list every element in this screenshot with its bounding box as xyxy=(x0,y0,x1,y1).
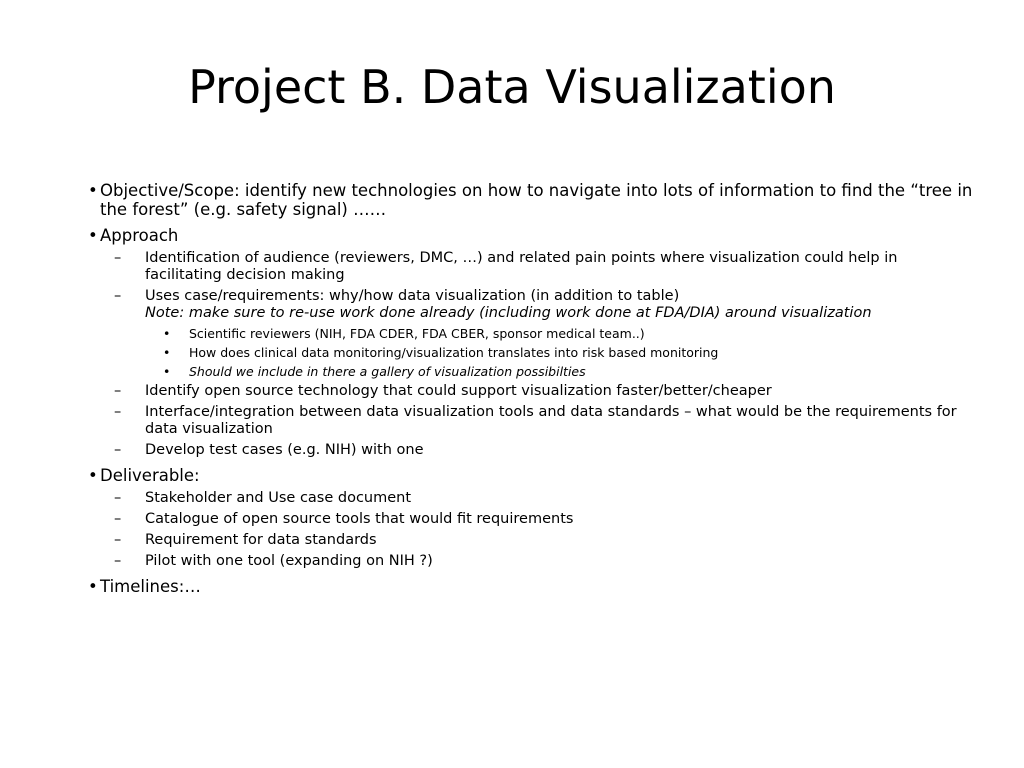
note-text: Note: make sure to re-use work done already (including work done at FDA/DIA) around visualization xyxy=(145,305,872,321)
list-item-text: Develop test cases (e.g. NIH) with one xyxy=(145,442,424,458)
approach-heading: Approach xyxy=(100,226,179,245)
bullet-icon: • xyxy=(163,364,171,379)
dash-icon: – xyxy=(114,442,122,458)
list-item xyxy=(88,364,978,379)
bullet-list xyxy=(88,181,978,596)
dash-icon: – xyxy=(114,532,122,548)
list-item xyxy=(88,404,978,438)
list-item-text: Identification of audience (reviewers, DMC, …) and related pain points where visualization could help in facilitating decision making xyxy=(145,250,898,283)
list-item-text: Stakeholder and Use case document xyxy=(145,490,412,506)
list-item xyxy=(88,442,978,459)
slide-body xyxy=(88,181,978,603)
list-item xyxy=(88,511,978,528)
list-item xyxy=(88,383,978,400)
list-item-text: Catalogue of open source tools that would fit requirements xyxy=(145,511,574,527)
bullet-icon: • xyxy=(88,577,98,596)
timelines-text: Timelines:… xyxy=(100,577,201,596)
dash-icon: – xyxy=(114,490,122,506)
dash-icon: – xyxy=(114,404,122,420)
list-item-text: Uses case/requirements: why/how data visualization (in addition to table) xyxy=(145,288,680,304)
list-item-approach xyxy=(88,226,978,459)
approach-sublist xyxy=(88,250,978,459)
list-item-text: How does clinical data monitoring/visualization translates into risk based monitoring xyxy=(189,345,719,360)
bullet-icon: • xyxy=(88,181,98,200)
bullet-icon: • xyxy=(88,226,98,245)
bullet-icon: • xyxy=(88,466,98,485)
list-item xyxy=(88,250,978,284)
list-item-text: Identify open source technology that could support visualization faster/better/cheaper xyxy=(145,383,772,399)
list-item xyxy=(88,490,978,507)
list-item-text: Pilot with one tool (expanding on NIH ?) xyxy=(145,553,433,569)
list-item-objective xyxy=(88,181,978,219)
deliverable-sublist xyxy=(88,490,978,570)
dash-icon: – xyxy=(114,511,122,527)
list-item-text: Interface/integration between data visualization tools and data standards – what would be the requirements for data visualization xyxy=(145,404,957,437)
use-case-sublist xyxy=(88,326,978,379)
dash-icon: – xyxy=(114,288,122,304)
list-item-text: Scientific reviewers (NIH, FDA CDER, FDA CBER, sponsor medical team..) xyxy=(189,326,645,341)
list-item-deliverable xyxy=(88,466,978,570)
list-item-text: Requirement for data standards xyxy=(145,532,377,548)
list-item xyxy=(88,288,978,379)
dash-icon: – xyxy=(114,383,122,399)
dash-icon: – xyxy=(114,250,122,266)
list-item xyxy=(88,345,978,360)
list-item xyxy=(88,532,978,549)
list-item xyxy=(88,553,978,570)
slide-title: Project B. Data Visualization xyxy=(188,60,836,114)
deliverable-heading: Deliverable: xyxy=(100,466,200,485)
objective-text: Objective/Scope: identify new technologies on how to navigate into lots of information to find the “tree in the forest” (e.g. safety signal) …… xyxy=(100,181,973,219)
list-item-timelines xyxy=(88,577,978,596)
bullet-icon: • xyxy=(163,326,171,341)
bullet-icon: • xyxy=(163,345,171,360)
list-item xyxy=(88,326,978,341)
list-item-text: Should we include in there a gallery of visualization possibilties xyxy=(189,364,586,379)
dash-icon: – xyxy=(114,553,122,569)
